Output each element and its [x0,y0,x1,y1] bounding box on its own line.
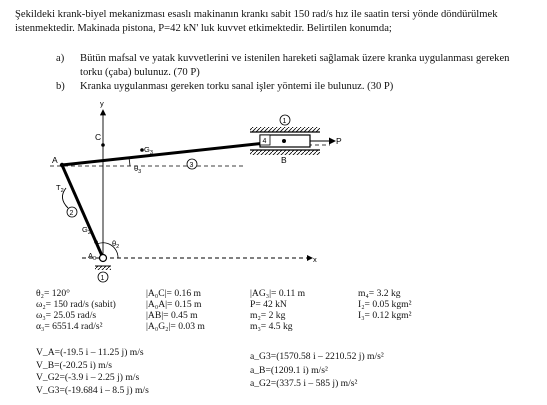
ground-pivot [100,255,107,262]
given-m3: m₃= 4.5 kg [250,321,293,332]
question-b-text: Kranka uygulanması gereken torku sanal işler yöntemi ile bulunuz. (30 P) [80,81,394,92]
link-3-number: 3 [189,162,194,169]
label-x: x [313,255,317,264]
theta3-arc [129,158,130,166]
label-theta3: $\theta_3$ [134,164,142,175]
link-1-top-number: 1 [282,118,287,125]
given-omega3: ω₃= 25.05 rad/s [36,310,97,321]
acceleration-b: a_B=(1209.1 i) m/s² [250,364,328,376]
acceleration-g2: a_G2=(337.5 i – 585 j) m/s² [250,378,358,389]
given-ab: |AB|= 0.45 m [146,310,198,321]
label-y: y [100,99,104,108]
given-a0c: |A₀C|= 0.16 m [146,288,201,299]
label-c: C [95,132,102,142]
given-i3: I₃= 0.12 kgm² [358,310,412,321]
joint-a [60,163,64,167]
link-4-number: 4 [262,138,267,145]
problem-intro: Şekildeki krank-biyel mekanizması esaslı makinanın krankı sabit 150 rad/s hız ile saatin tersi yönde döndürülmek istenmektedir. Makinada pistona, P=42 kN' luk kuvvet etkimektedir. Belirtilen konumda; [15,9,498,34]
velocity-g2: V_G2=(-3.9 i – 2.25 j) m/s [36,372,140,383]
joint-b [282,139,286,143]
given-m2: m₂= 2 kg [250,310,286,321]
velocity-results [36,347,149,397]
question-a-letter: a) [56,53,65,64]
label-theta2: $\theta_2$ [112,239,120,250]
acceleration-g3: a_G3=(1570.58 i – 2210.52 j) m/s² [250,351,384,362]
given-col-3 [250,288,305,332]
given-col-4 [358,288,411,321]
label-t2: $T_2$ [56,183,64,194]
given-ag3: |AG₃|= 0.11 m [250,288,306,299]
velocity-g3: V_G3=(-19.684 i – 8.5 j) m/s [36,384,149,396]
question-b-letter: b) [56,81,65,92]
given-theta2: θ₂= 120° [36,288,70,299]
link-1-bottom-number: 1 [100,275,105,282]
given-m4: m₄= 3.2 kg [358,288,401,299]
given-col-2 [146,288,205,332]
label-g2: $G_2$ [82,225,91,236]
given-i2: I₂= 0.05 kgm² [358,299,412,310]
velocity-b: V_B=(-20.25 i) m/s [36,359,113,371]
link-2-number: 2 [69,210,74,217]
question-a-text: Bütün mafsal ve yatak kuvvetlerini ve istenilen hareketi sağlamak üzere kranka uygulanması gereken torku (çaba) bulunuz. (70 P) [80,53,510,78]
acceleration-results [250,350,384,391]
g2-point [94,240,98,244]
point-c [101,143,105,147]
label-a: A [52,155,58,165]
given-a0g2: |A₀G₂|= 0.03 m [146,321,205,332]
label-p: P [336,136,342,146]
given-col-1 [36,288,116,332]
velocity-a: V_A=(-19.5 i – 11.25 j) m/s [36,347,144,358]
label-b: B [281,155,287,165]
given-a0a: |A₀A|= 0.15 m [146,299,202,310]
given-p: P= 42 kN [250,299,287,310]
label-a0: $A_0$ [88,251,97,262]
label-g3: $G_3$ [144,145,153,156]
given-omega2: ω₂= 150 rad/s (sabit) [36,299,116,310]
given-alpha3: α₃= 6551.4 rad/s² [36,321,103,332]
